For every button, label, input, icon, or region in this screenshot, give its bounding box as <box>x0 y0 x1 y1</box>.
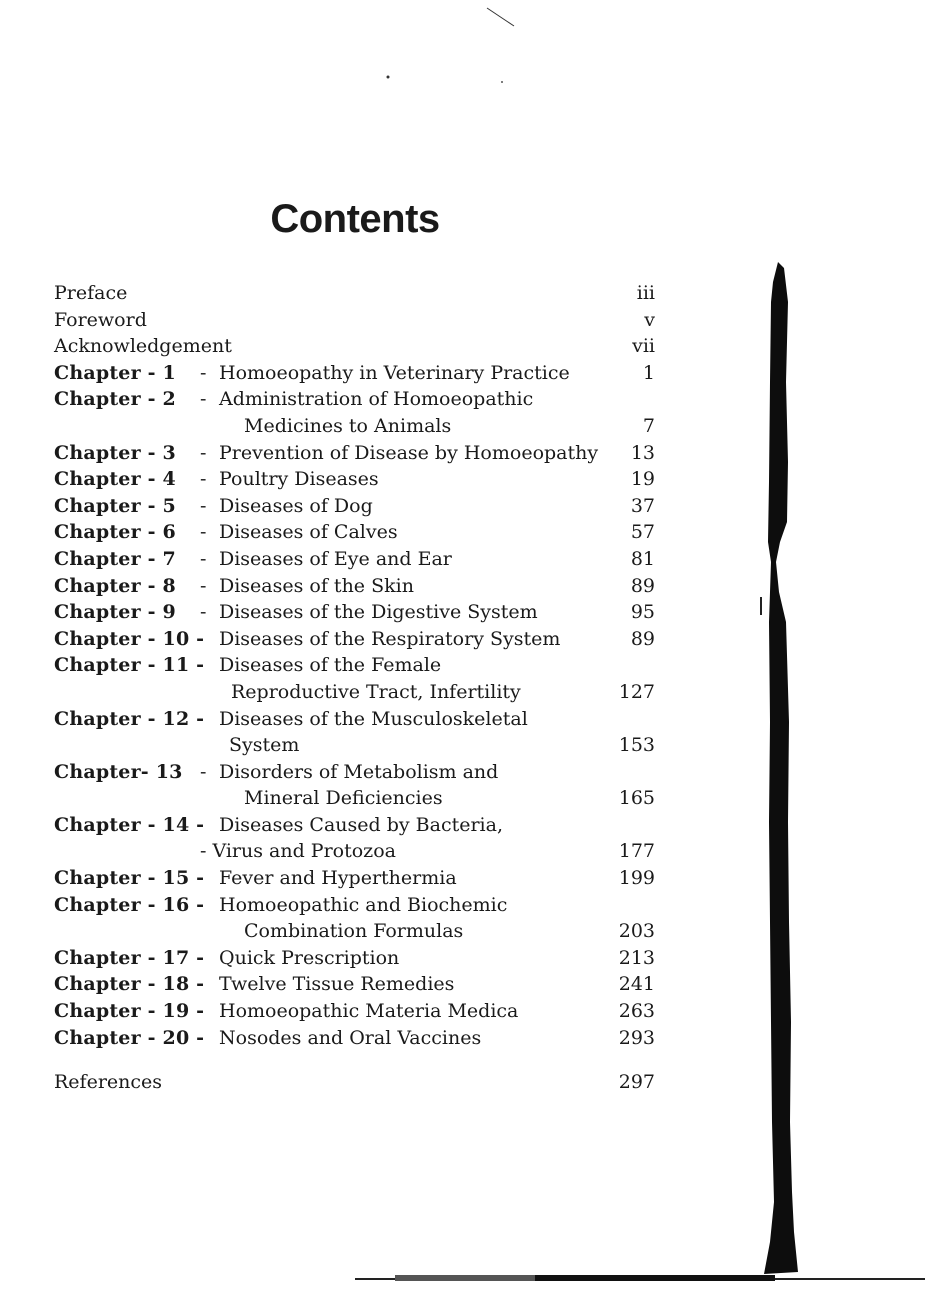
chapter-page: 241 <box>618 973 655 996</box>
toc-entry-chapter-14-cont <box>54 838 658 865</box>
chapter-title: Disorders of Metabolism and <box>219 760 499 783</box>
chapter-title: Diseases of the Musculoskeletal <box>219 707 528 730</box>
entry-page: iii <box>636 282 655 304</box>
chapter-title: Fever and Hyperthermia <box>219 867 457 890</box>
chapter-dash: - <box>200 468 207 491</box>
toc-entry-chapter-10 <box>54 626 658 653</box>
toc-entry-chapter-11 <box>54 652 658 679</box>
chapter-page: 1 <box>642 361 655 384</box>
chapter-title: Diseases of the Skin <box>219 574 414 597</box>
entry-title: Preface <box>54 282 128 304</box>
entry-title: Acknowledgement <box>54 335 232 358</box>
toc-entry-chapter-2 <box>54 386 658 413</box>
entry-page: v <box>644 308 655 331</box>
chapter-label: Chapter - 8 <box>54 574 176 597</box>
toc-entry-chapter-14 <box>54 812 658 839</box>
entry-page: vii <box>632 335 655 358</box>
chapter-title: Nosodes and Oral Vaccines <box>219 1026 482 1049</box>
chapter-dash: - <box>200 521 207 544</box>
toc-entry-chapter-4 <box>54 466 658 493</box>
chapter-title: Diseases of Eye and Ear <box>219 547 452 570</box>
chapter-page: 13 <box>630 441 655 464</box>
entry-title: Foreword <box>54 308 147 331</box>
chapter-page: 19 <box>630 468 655 491</box>
chapter-page: 203 <box>618 920 655 943</box>
entry-title: References <box>54 1071 163 1094</box>
chapter-page: 153 <box>618 734 655 757</box>
chapter-title: Twelve Tissue Remedies <box>219 973 455 996</box>
toc-entry-chapter-19 <box>54 998 658 1025</box>
chapter-dash: - <box>200 494 207 517</box>
toc-entry-chapter-5 <box>54 493 658 520</box>
chapter-title-continued: - Virus and Protozoa <box>200 840 396 863</box>
toc-entry-chapter-16-cont <box>54 918 658 945</box>
chapter-dash: - <box>200 361 207 384</box>
table-of-contents <box>54 280 658 1096</box>
toc-entry-chapter-13-cont <box>54 785 658 812</box>
toc-entry-chapter-12-cont <box>54 732 658 759</box>
chapter-label: Chapter - 9 <box>54 601 176 624</box>
chapter-title: Diseases of Calves <box>219 521 398 544</box>
chapter-label: Chapter - 10 - <box>54 627 205 650</box>
chapter-title: Homoeopathic and Biochemic <box>219 893 508 916</box>
chapter-label: Chapter - 2 <box>54 388 176 411</box>
chapter-title: Diseases of the Digestive System <box>219 601 538 624</box>
chapter-label: Chapter - 14 - <box>54 813 205 836</box>
chapter-label: Chapter - 6 <box>54 521 176 544</box>
chapter-page: 177 <box>618 840 655 863</box>
chapter-label: Chapter- 13 <box>54 760 183 783</box>
toc-entry-acknowledgement <box>54 333 658 360</box>
chapter-label: Chapter - 12 - <box>54 707 205 730</box>
chapter-title: Administration of Homoeopathic <box>219 388 534 411</box>
spacer <box>54 1051 658 1069</box>
chapter-title-continued: Medicines to Animals <box>244 414 452 437</box>
chapter-label: Chapter - 1 <box>54 361 176 384</box>
chapter-dash: - <box>200 601 207 624</box>
chapter-label: Chapter - 17 - <box>54 946 205 969</box>
chapter-page: 199 <box>618 867 655 890</box>
chapter-title-continued: Reproductive Tract, Infertility <box>231 680 521 703</box>
toc-entry-chapter-9 <box>54 599 658 626</box>
chapter-page: 81 <box>630 547 655 570</box>
toc-entry-chapter-7 <box>54 546 658 573</box>
chapter-page: 37 <box>630 494 655 517</box>
chapter-title: Homoeopathy in Veterinary Practice <box>219 361 570 384</box>
chapter-page: 57 <box>630 521 655 544</box>
toc-entry-chapter-8 <box>54 573 658 600</box>
chapter-label: Chapter - 7 <box>54 547 176 570</box>
chapter-label: Chapter - 11 - <box>54 654 205 677</box>
chapter-page: 127 <box>618 680 655 703</box>
chapter-label: Chapter - 19 - <box>54 1000 205 1023</box>
chapter-page: 95 <box>630 601 655 624</box>
chapter-label: Chapter - 16 - <box>54 893 205 916</box>
toc-entry-chapter-17 <box>54 945 658 972</box>
chapter-dash: - <box>200 574 207 597</box>
toc-entry-chapter-3 <box>54 440 658 467</box>
chapter-dash: - <box>200 388 207 411</box>
chapter-title-continued: System <box>229 734 300 757</box>
toc-entry-chapter-1 <box>54 360 658 387</box>
toc-entry-chapter-16 <box>54 892 658 919</box>
toc-entry-chapter-2-cont <box>54 413 658 440</box>
chapter-page: 89 <box>630 627 655 650</box>
chapter-dash: - <box>200 547 207 570</box>
toc-entry-foreword <box>54 307 658 334</box>
chapter-page: 213 <box>618 946 655 969</box>
entry-page: 297 <box>618 1071 655 1094</box>
chapter-label: Chapter - 5 <box>54 494 176 517</box>
chapter-title-continued: Mineral Deficiencies <box>244 787 443 810</box>
chapter-title: Prevention of Disease by Homoeopathy <box>219 441 599 464</box>
chapter-page: 263 <box>618 1000 655 1023</box>
toc-entry-chapter-18 <box>54 971 658 998</box>
toc-entry-chapter-11-cont <box>54 679 658 706</box>
chapter-title: Diseases of Dog <box>219 494 373 517</box>
chapter-title: Diseases of the Respiratory System <box>219 627 561 650</box>
chapter-page: 165 <box>618 787 655 810</box>
scan-bottom-shadow <box>355 1274 925 1282</box>
chapter-title: Homoeopathic Materia Medica <box>219 1000 519 1023</box>
chapter-label: Chapter - 18 - <box>54 973 205 996</box>
chapter-title: Poultry Diseases <box>219 468 379 491</box>
toc-entry-chapter-15 <box>54 865 658 892</box>
chapter-title-continued: Combination Formulas <box>244 920 464 943</box>
chapter-title: Quick Prescription <box>219 946 400 969</box>
toc-entry-chapter-20 <box>54 1025 658 1052</box>
scan-binding-shadow <box>764 262 798 1274</box>
chapter-dash: - <box>200 441 207 464</box>
chapter-dash: - <box>200 760 207 783</box>
chapter-page: 89 <box>630 574 655 597</box>
toc-entry-preface <box>54 280 658 307</box>
toc-entry-references <box>54 1069 658 1096</box>
chapter-title: Diseases of the Female <box>219 654 442 677</box>
page-title: Contents <box>270 197 440 241</box>
chapter-label: Chapter - 15 - <box>54 867 205 890</box>
chapter-label: Chapter - 3 <box>54 441 176 464</box>
chapter-page: 7 <box>642 414 655 437</box>
chapter-label: Chapter - 4 <box>54 468 176 491</box>
chapter-label: Chapter - 20 - <box>54 1026 205 1049</box>
chapter-title: Diseases Caused by Bacteria, <box>219 813 503 836</box>
toc-entry-chapter-6 <box>54 519 658 546</box>
toc-entry-chapter-12 <box>54 706 658 733</box>
chapter-page: 293 <box>618 1026 655 1049</box>
toc-entry-chapter-13 <box>54 759 658 786</box>
